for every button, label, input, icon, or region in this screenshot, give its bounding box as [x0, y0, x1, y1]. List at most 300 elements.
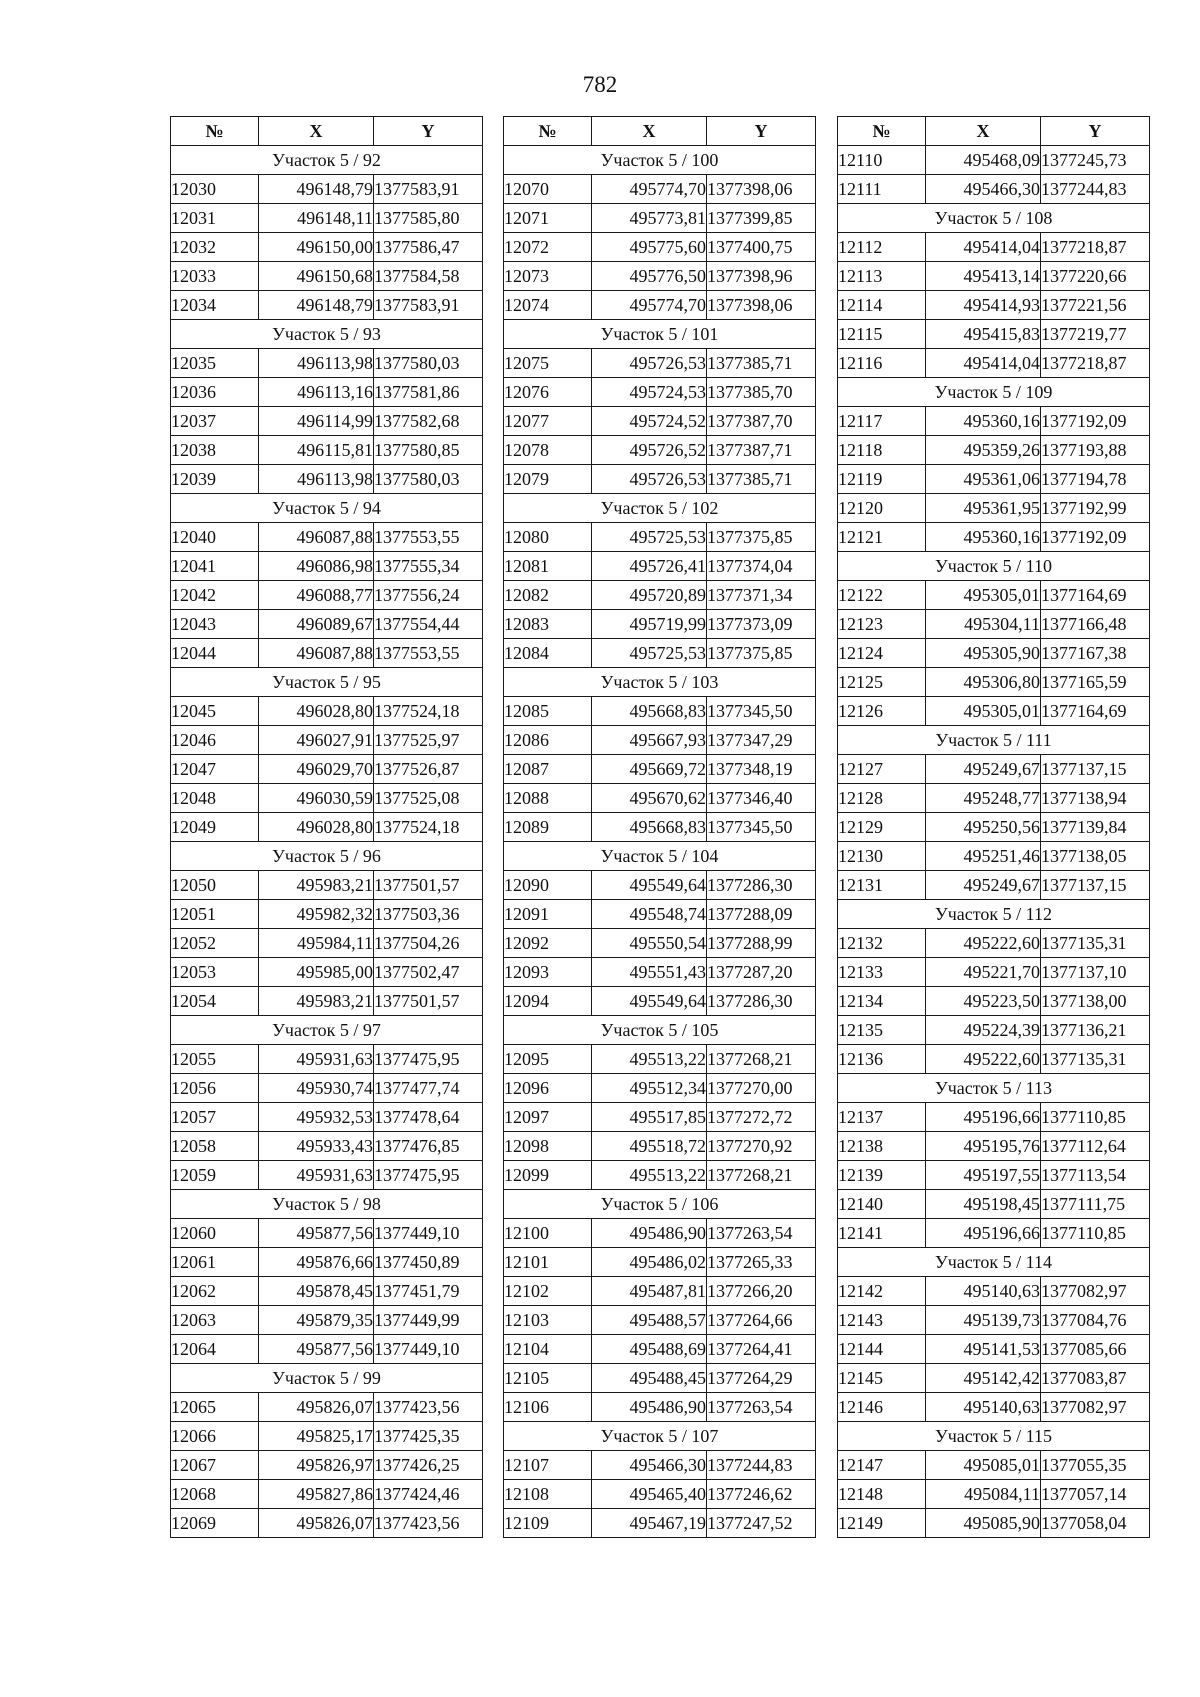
x-coordinate-cell: 495360,16 — [926, 407, 1041, 436]
y-coordinate-cell: 1377555,34 — [374, 552, 483, 581]
x-coordinate-cell: 495249,67 — [926, 755, 1041, 784]
point-number-cell: 12134 — [838, 987, 926, 1016]
x-coordinate-cell: 495724,52 — [592, 407, 707, 436]
section-row — [504, 1190, 816, 1219]
point-number-cell: 12102 — [504, 1277, 592, 1306]
table-row — [838, 1364, 1150, 1393]
table-row — [504, 1306, 816, 1335]
point-number-cell: 12081 — [504, 552, 592, 581]
table-row — [838, 523, 1150, 552]
point-number-cell: 12109 — [504, 1509, 592, 1538]
table-row — [504, 204, 816, 233]
section-title: Участок 5 / 114 — [838, 1248, 1150, 1277]
table-row — [838, 755, 1150, 784]
x-coordinate-cell: 495223,50 — [926, 987, 1041, 1016]
point-number-cell: 12116 — [838, 349, 926, 378]
y-coordinate-cell: 1377244,83 — [1041, 175, 1150, 204]
x-coordinate-cell: 496113,98 — [259, 349, 374, 378]
table-row — [171, 610, 483, 639]
table-row — [504, 1364, 816, 1393]
table-row — [838, 1480, 1150, 1509]
point-number-cell: 12053 — [171, 958, 259, 987]
point-number-cell: 12086 — [504, 726, 592, 755]
point-number-cell: 12046 — [171, 726, 259, 755]
x-coordinate-cell: 495250,56 — [926, 813, 1041, 842]
point-number-cell: 12142 — [838, 1277, 926, 1306]
x-coordinate-cell: 495085,90 — [926, 1509, 1041, 1538]
y-coordinate-cell: 1377192,09 — [1041, 407, 1150, 436]
y-coordinate-cell: 1377264,66 — [707, 1306, 816, 1335]
x-coordinate-cell: 496115,81 — [259, 436, 374, 465]
x-coordinate-cell: 495548,74 — [592, 900, 707, 929]
x-coordinate-cell: 495726,53 — [592, 349, 707, 378]
table-row — [171, 929, 483, 958]
point-number-cell: 12059 — [171, 1161, 259, 1190]
point-number-cell: 12106 — [504, 1393, 592, 1422]
table-row — [504, 1103, 816, 1132]
point-number-cell: 12033 — [171, 262, 259, 291]
table-row — [504, 1393, 816, 1422]
point-number-cell: 12078 — [504, 436, 592, 465]
table-row — [171, 726, 483, 755]
table-row — [504, 1480, 816, 1509]
table-row — [838, 320, 1150, 349]
table-row — [838, 1277, 1150, 1306]
y-coordinate-cell: 1377423,56 — [374, 1393, 483, 1422]
x-coordinate-cell: 495222,60 — [926, 1045, 1041, 1074]
table-row — [838, 871, 1150, 900]
x-coordinate-cell: 495415,83 — [926, 320, 1041, 349]
y-coordinate-cell: 1377477,74 — [374, 1074, 483, 1103]
table-header-row — [171, 117, 483, 146]
table-row — [504, 929, 816, 958]
point-number-cell: 12084 — [504, 639, 592, 668]
table-row — [504, 900, 816, 929]
x-coordinate-cell: 495879,35 — [259, 1306, 374, 1335]
x-coordinate-cell: 495359,26 — [926, 436, 1041, 465]
y-coordinate-cell: 1377135,31 — [1041, 1045, 1150, 1074]
y-coordinate-cell: 1377503,36 — [374, 900, 483, 929]
table-row — [504, 436, 816, 465]
table-row — [504, 813, 816, 842]
y-coordinate-cell: 1377246,62 — [707, 1480, 816, 1509]
table-row — [838, 1451, 1150, 1480]
point-number-cell: 12080 — [504, 523, 592, 552]
x-coordinate-cell: 495825,17 — [259, 1422, 374, 1451]
section-row — [838, 1422, 1150, 1451]
x-coordinate-cell: 495224,39 — [926, 1016, 1041, 1045]
x-coordinate-cell: 495549,64 — [592, 871, 707, 900]
y-coordinate-cell: 1377135,31 — [1041, 929, 1150, 958]
x-coordinate-cell: 495468,09 — [926, 146, 1041, 175]
table-row — [838, 1132, 1150, 1161]
table-row — [838, 987, 1150, 1016]
table-row — [504, 1045, 816, 1074]
y-coordinate-cell: 1377263,54 — [707, 1393, 816, 1422]
y-coordinate-cell: 1377400,75 — [707, 233, 816, 262]
x-coordinate-cell: 495877,56 — [259, 1335, 374, 1364]
section-row — [171, 1190, 483, 1219]
table-row — [504, 1219, 816, 1248]
section-title: Участок 5 / 104 — [504, 842, 816, 871]
point-number-cell: 12060 — [171, 1219, 259, 1248]
x-coordinate-cell: 496150,00 — [259, 233, 374, 262]
x-coordinate-cell: 495774,70 — [592, 291, 707, 320]
y-coordinate-cell: 1377110,85 — [1041, 1103, 1150, 1132]
point-number-cell: 12068 — [171, 1480, 259, 1509]
y-coordinate-cell: 1377450,89 — [374, 1248, 483, 1277]
point-number-cell: 12136 — [838, 1045, 926, 1074]
point-number-cell: 12047 — [171, 755, 259, 784]
table-row — [504, 1248, 816, 1277]
x-coordinate-cell: 495826,97 — [259, 1451, 374, 1480]
y-coordinate-cell: 1377554,44 — [374, 610, 483, 639]
x-coordinate-cell: 495140,63 — [926, 1277, 1041, 1306]
point-number-cell: 12066 — [171, 1422, 259, 1451]
y-coordinate-cell: 1377193,88 — [1041, 436, 1150, 465]
section-title: Участок 5 / 97 — [171, 1016, 483, 1045]
table-row — [504, 871, 816, 900]
table-row — [838, 1161, 1150, 1190]
y-coordinate-cell: 1377165,59 — [1041, 668, 1150, 697]
point-number-cell: 12075 — [504, 349, 592, 378]
table-row — [838, 581, 1150, 610]
table-row — [504, 1335, 816, 1364]
table-row — [171, 175, 483, 204]
y-coordinate-cell: 1377398,06 — [707, 291, 816, 320]
point-number-cell: 12099 — [504, 1161, 592, 1190]
point-number-cell: 12040 — [171, 523, 259, 552]
y-coordinate-cell: 1377373,09 — [707, 610, 816, 639]
y-coordinate-cell: 1377192,09 — [1041, 523, 1150, 552]
table-row — [838, 291, 1150, 320]
x-coordinate-cell: 495877,56 — [259, 1219, 374, 1248]
point-number-cell: 12057 — [171, 1103, 259, 1132]
section-title: Участок 5 / 101 — [504, 320, 816, 349]
point-number-cell: 12100 — [504, 1219, 592, 1248]
table-row — [504, 755, 816, 784]
table-row — [504, 697, 816, 726]
section-row — [171, 320, 483, 349]
table-row — [171, 813, 483, 842]
table-row — [171, 407, 483, 436]
table-row — [171, 436, 483, 465]
x-coordinate-cell: 495878,45 — [259, 1277, 374, 1306]
point-number-cell: 12117 — [838, 407, 926, 436]
y-coordinate-cell: 1377192,99 — [1041, 494, 1150, 523]
y-coordinate-cell: 1377082,97 — [1041, 1393, 1150, 1422]
x-coordinate-cell: 495720,89 — [592, 581, 707, 610]
section-title: Участок 5 / 108 — [838, 204, 1150, 233]
y-coordinate-cell: 1377139,84 — [1041, 813, 1150, 842]
x-coordinate-cell: 495984,11 — [259, 929, 374, 958]
x-coordinate-cell: 495669,72 — [592, 755, 707, 784]
page-number: 782 — [582, 72, 618, 97]
x-coordinate-cell: 496029,70 — [259, 755, 374, 784]
section-row — [504, 494, 816, 523]
section-title: Участок 5 / 112 — [838, 900, 1150, 929]
x-coordinate-cell: 496027,91 — [259, 726, 374, 755]
y-coordinate-cell: 1377220,66 — [1041, 262, 1150, 291]
point-number-cell: 12124 — [838, 639, 926, 668]
point-number-cell: 12103 — [504, 1306, 592, 1335]
point-number-cell: 12132 — [838, 929, 926, 958]
point-number-cell: 12069 — [171, 1509, 259, 1538]
x-coordinate-cell: 495487,81 — [592, 1277, 707, 1306]
table-row — [171, 1132, 483, 1161]
point-number-cell: 12105 — [504, 1364, 592, 1393]
table-row — [504, 262, 816, 291]
table-row — [171, 552, 483, 581]
table-row — [504, 1451, 816, 1480]
x-coordinate-cell: 495518,72 — [592, 1132, 707, 1161]
x-coordinate-cell: 495085,01 — [926, 1451, 1041, 1480]
table-row — [838, 1393, 1150, 1422]
y-column-header: Y — [374, 117, 483, 146]
point-number-cell: 12140 — [838, 1190, 926, 1219]
section-title: Участок 5 / 110 — [838, 552, 1150, 581]
point-number-cell: 12044 — [171, 639, 259, 668]
x-coordinate-cell: 495413,14 — [926, 262, 1041, 291]
section-row — [838, 900, 1150, 929]
point-number-cell: 12083 — [504, 610, 592, 639]
x-coordinate-cell: 495982,32 — [259, 900, 374, 929]
y-coordinate-cell: 1377167,38 — [1041, 639, 1150, 668]
table-row — [171, 1248, 483, 1277]
x-coordinate-cell: 495513,22 — [592, 1045, 707, 1074]
point-number-cell: 12147 — [838, 1451, 926, 1480]
y-coordinate-cell: 1377084,76 — [1041, 1306, 1150, 1335]
x-coordinate-cell: 495249,67 — [926, 871, 1041, 900]
y-coordinate-cell: 1377385,71 — [707, 349, 816, 378]
x-coordinate-cell: 495826,07 — [259, 1509, 374, 1538]
point-number-cell: 12070 — [504, 175, 592, 204]
section-title: Участок 5 / 109 — [838, 378, 1150, 407]
table-row — [838, 929, 1150, 958]
y-coordinate-cell: 1377287,20 — [707, 958, 816, 987]
table-row — [171, 784, 483, 813]
table-row — [171, 1335, 483, 1364]
y-coordinate-cell: 1377085,66 — [1041, 1335, 1150, 1364]
y-coordinate-cell: 1377288,99 — [707, 929, 816, 958]
y-coordinate-cell: 1377111,75 — [1041, 1190, 1150, 1219]
y-coordinate-cell: 1377057,14 — [1041, 1480, 1150, 1509]
coordinates-table-3 — [837, 116, 1150, 1538]
y-coordinate-cell: 1377449,99 — [374, 1306, 483, 1335]
x-coordinate-cell: 495305,01 — [926, 581, 1041, 610]
point-number-cell: 12093 — [504, 958, 592, 987]
point-number-cell: 12031 — [171, 204, 259, 233]
section-row — [838, 204, 1150, 233]
x-coordinate-cell: 495414,04 — [926, 233, 1041, 262]
section-row — [171, 842, 483, 871]
y-coordinate-cell: 1377581,86 — [374, 378, 483, 407]
point-number-cell: 12082 — [504, 581, 592, 610]
x-coordinate-cell: 496148,79 — [259, 291, 374, 320]
x-coordinate-cell: 496086,98 — [259, 552, 374, 581]
x-coordinate-cell: 495513,22 — [592, 1161, 707, 1190]
section-title: Участок 5 / 100 — [504, 146, 816, 175]
table-row — [171, 1480, 483, 1509]
point-number-cell: 12098 — [504, 1132, 592, 1161]
y-coordinate-cell: 1377476,85 — [374, 1132, 483, 1161]
x-coordinate-cell: 495549,64 — [592, 987, 707, 1016]
x-coordinate-cell: 496114,99 — [259, 407, 374, 436]
table-row — [838, 175, 1150, 204]
point-number-cell: 12118 — [838, 436, 926, 465]
table-row — [838, 407, 1150, 436]
point-number-cell: 12072 — [504, 233, 592, 262]
y-coordinate-cell: 1377138,94 — [1041, 784, 1150, 813]
point-number-cell: 12074 — [504, 291, 592, 320]
x-coordinate-cell: 496148,79 — [259, 175, 374, 204]
point-number-cell: 12048 — [171, 784, 259, 813]
x-coordinate-cell: 495725,53 — [592, 639, 707, 668]
x-coordinate-cell: 496028,80 — [259, 813, 374, 842]
point-number-cell: 12067 — [171, 1451, 259, 1480]
y-coordinate-cell: 1377449,10 — [374, 1335, 483, 1364]
y-coordinate-cell: 1377526,87 — [374, 755, 483, 784]
point-number-cell: 12145 — [838, 1364, 926, 1393]
table-row — [171, 1422, 483, 1451]
table-row — [838, 813, 1150, 842]
point-number-cell: 12108 — [504, 1480, 592, 1509]
table-row — [838, 494, 1150, 523]
x-coordinate-cell: 496113,98 — [259, 465, 374, 494]
point-number-cell: 12115 — [838, 320, 926, 349]
point-number-cell: 12110 — [838, 146, 926, 175]
table-row — [504, 958, 816, 987]
table-header-row — [504, 117, 816, 146]
table-row — [171, 958, 483, 987]
section-title: Участок 5 / 94 — [171, 494, 483, 523]
x-coordinate-cell: 496030,59 — [259, 784, 374, 813]
point-number-cell: 12050 — [171, 871, 259, 900]
section-row — [171, 668, 483, 697]
x-coordinate-cell: 495305,01 — [926, 697, 1041, 726]
table-row — [504, 291, 816, 320]
table-row — [838, 1509, 1150, 1538]
y-coordinate-cell: 1377058,04 — [1041, 1509, 1150, 1538]
point-number-cell: 12038 — [171, 436, 259, 465]
point-number-cell: 12062 — [171, 1277, 259, 1306]
x-coordinate-cell: 495486,90 — [592, 1219, 707, 1248]
point-number-cell: 12077 — [504, 407, 592, 436]
x-coordinate-cell: 495084,11 — [926, 1480, 1041, 1509]
point-number-cell: 12095 — [504, 1045, 592, 1074]
y-coordinate-cell: 1377583,91 — [374, 291, 483, 320]
x-coordinate-cell: 495139,73 — [926, 1306, 1041, 1335]
point-number-cell: 12127 — [838, 755, 926, 784]
table-row — [171, 233, 483, 262]
x-coordinate-cell: 495776,50 — [592, 262, 707, 291]
y-coordinate-cell: 1377387,71 — [707, 436, 816, 465]
x-coordinate-cell: 495222,60 — [926, 929, 1041, 958]
section-title: Участок 5 / 111 — [838, 726, 1150, 755]
point-number-cell: 12054 — [171, 987, 259, 1016]
x-coordinate-cell: 495197,55 — [926, 1161, 1041, 1190]
y-coordinate-cell: 1377398,96 — [707, 262, 816, 291]
table-row — [171, 1451, 483, 1480]
table-row — [504, 465, 816, 494]
y-coordinate-cell: 1377524,18 — [374, 697, 483, 726]
table-row — [171, 349, 483, 378]
section-row — [838, 1074, 1150, 1103]
y-coordinate-cell: 1377345,50 — [707, 813, 816, 842]
x-coordinate-cell: 496113,16 — [259, 378, 374, 407]
x-coordinate-cell: 495550,54 — [592, 929, 707, 958]
point-number-cell: 12049 — [171, 813, 259, 842]
table-row — [504, 581, 816, 610]
x-column-header: X — [592, 117, 707, 146]
table-row — [504, 349, 816, 378]
point-number-cell: 12073 — [504, 262, 592, 291]
x-column-header: X — [926, 117, 1041, 146]
y-coordinate-cell: 1377137,15 — [1041, 755, 1150, 784]
section-row — [838, 378, 1150, 407]
y-coordinate-cell: 1377082,97 — [1041, 1277, 1150, 1306]
point-number-cell: 12148 — [838, 1480, 926, 1509]
table-row — [838, 1306, 1150, 1335]
point-number-cell: 12126 — [838, 697, 926, 726]
y-coordinate-cell: 1377501,57 — [374, 871, 483, 900]
point-number-cell: 12107 — [504, 1451, 592, 1480]
section-row — [504, 668, 816, 697]
y-coordinate-cell: 1377423,56 — [374, 1509, 483, 1538]
point-number-cell: 12055 — [171, 1045, 259, 1074]
table-row — [504, 1509, 816, 1538]
y-coordinate-cell: 1377221,56 — [1041, 291, 1150, 320]
table-row — [838, 697, 1150, 726]
point-number-cell: 12101 — [504, 1248, 592, 1277]
table-row — [171, 523, 483, 552]
y-coordinate-cell: 1377580,03 — [374, 465, 483, 494]
point-number-cell: 12079 — [504, 465, 592, 494]
x-coordinate-cell: 495304,11 — [926, 610, 1041, 639]
point-number-cell: 12094 — [504, 987, 592, 1016]
y-coordinate-cell: 1377219,77 — [1041, 320, 1150, 349]
x-coordinate-cell: 495517,85 — [592, 1103, 707, 1132]
x-coordinate-cell: 495774,70 — [592, 175, 707, 204]
y-coordinate-cell: 1377346,40 — [707, 784, 816, 813]
table-row — [838, 1190, 1150, 1219]
section-row — [171, 494, 483, 523]
section-row — [504, 320, 816, 349]
point-number-cell: 12114 — [838, 291, 926, 320]
y-coordinate-cell: 1377137,10 — [1041, 958, 1150, 987]
table-row — [171, 465, 483, 494]
table-row — [171, 1277, 483, 1306]
x-coordinate-cell: 495486,90 — [592, 1393, 707, 1422]
point-number-cell: 12042 — [171, 581, 259, 610]
section-row — [838, 552, 1150, 581]
point-number-cell: 12037 — [171, 407, 259, 436]
y-coordinate-cell: 1377055,35 — [1041, 1451, 1150, 1480]
section-title: Участок 5 / 103 — [504, 668, 816, 697]
point-number-cell: 12043 — [171, 610, 259, 639]
y-coordinate-cell: 1377164,69 — [1041, 581, 1150, 610]
y-coordinate-cell: 1377113,54 — [1041, 1161, 1150, 1190]
x-coordinate-cell: 495931,63 — [259, 1161, 374, 1190]
y-coordinate-cell: 1377371,34 — [707, 581, 816, 610]
table-row — [504, 552, 816, 581]
section-title: Участок 5 / 107 — [504, 1422, 816, 1451]
y-coordinate-cell: 1377286,30 — [707, 871, 816, 900]
point-number-cell: 12121 — [838, 523, 926, 552]
table-row — [838, 436, 1150, 465]
y-coordinate-cell: 1377218,87 — [1041, 233, 1150, 262]
y-coordinate-cell: 1377348,19 — [707, 755, 816, 784]
